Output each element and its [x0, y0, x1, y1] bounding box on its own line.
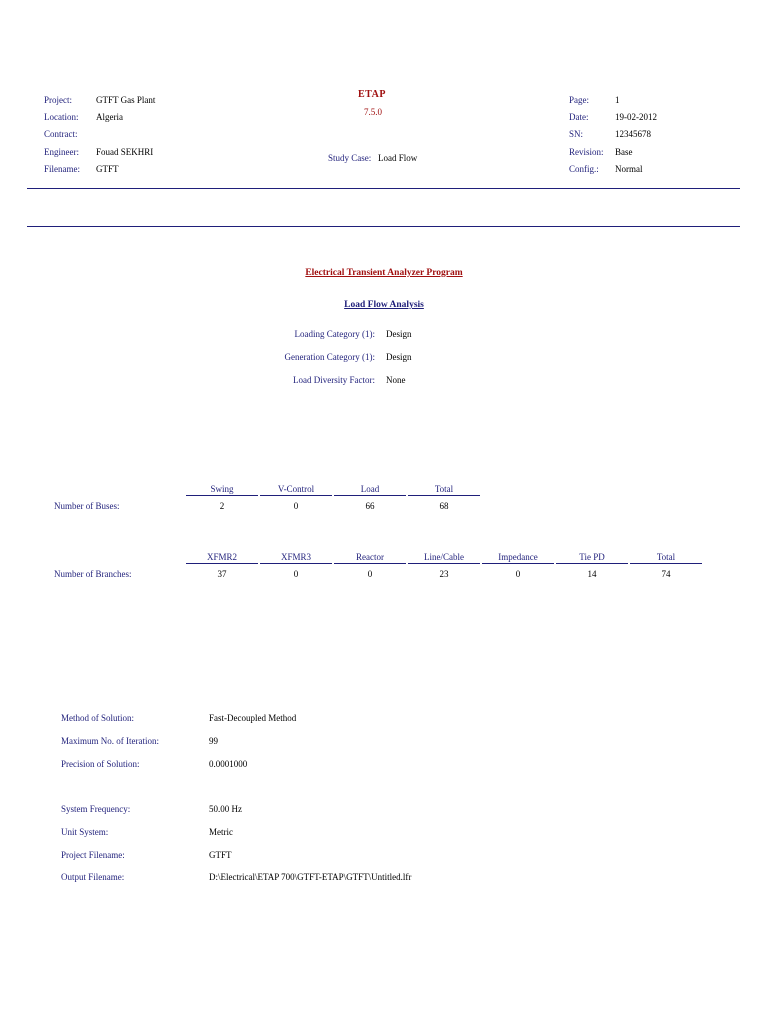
- header-divider-top: [27, 188, 740, 189]
- branches-value-linecable: 23: [439, 569, 449, 579]
- revision-value: Base: [615, 147, 633, 157]
- header-divider-bottom: [27, 226, 740, 227]
- branches-value-xfmr2: 37: [217, 569, 227, 579]
- branches-header-xfmr2: XFMR2: [186, 552, 258, 564]
- program-title: Electrical Transient Analyzer Program: [305, 268, 463, 278]
- branches-header-xfmr3: XFMR3: [260, 552, 332, 564]
- branches-value-tiepd: 14: [587, 569, 597, 579]
- config-label: Config.:: [569, 164, 599, 174]
- method-of-solution-label: Method of Solution:: [61, 713, 135, 723]
- buses-header-vcontrol: V-Control: [260, 484, 332, 496]
- branches-header-reactor: Reactor: [334, 552, 406, 564]
- loading-category-label: Loading Category (1):: [294, 329, 375, 339]
- buses-header-load: Load: [334, 484, 406, 496]
- filename-value: GTFT: [96, 164, 119, 174]
- branches-value-xfmr3: 0: [293, 569, 299, 579]
- branches-row-label: Number of Branches:: [54, 569, 132, 579]
- precision-label: Precision of Solution:: [61, 759, 140, 769]
- system-frequency-label: System Frequency:: [61, 804, 131, 814]
- revision-label: Revision:: [569, 147, 604, 157]
- branches-header-linecable: Line/Cable: [408, 552, 480, 564]
- branches-header-impedance: Impedance: [482, 552, 554, 564]
- branches-value-total: 74: [661, 569, 671, 579]
- loading-category-value: Design: [386, 329, 412, 339]
- sn-label: SN:: [569, 129, 584, 139]
- buses-value-vcontrol: 0: [293, 501, 299, 511]
- date-label: Date:: [569, 112, 589, 122]
- engineer-label: Engineer:: [44, 147, 79, 157]
- filename-label: Filename:: [44, 164, 80, 174]
- max-iteration-label: Maximum No. of Iteration:: [61, 736, 159, 746]
- unit-system-label: Unit System:: [61, 827, 109, 837]
- buses-header-total: Total: [408, 484, 480, 496]
- output-filename-label: Output Filename:: [61, 872, 125, 882]
- project-value: GTFT Gas Plant: [96, 95, 156, 105]
- branches-value-reactor: 0: [367, 569, 373, 579]
- config-value: Normal: [615, 164, 643, 174]
- branches-header-total: Total: [630, 552, 702, 564]
- generation-category-value: Design: [386, 352, 412, 362]
- project-filename-label: Project Filename:: [61, 850, 125, 860]
- page-value: 1: [615, 95, 620, 105]
- app-name: ETAP: [358, 89, 386, 100]
- max-iteration-value: 99: [209, 736, 218, 746]
- precision-value: 0.0001000: [209, 759, 248, 769]
- output-filename-value: D:\Electrical\ETAP 700\GTFT-ETAP\GTFT\Untitled.lfr: [209, 872, 412, 882]
- project-filename-value: GTFT: [209, 850, 232, 860]
- project-label: Project:: [44, 95, 72, 105]
- engineer-value: Fouad SEKHRI: [96, 147, 154, 157]
- study-case-label: Study Case:: [328, 153, 372, 163]
- buses-value-total: 68: [439, 501, 449, 511]
- generation-category-label: Generation Category (1):: [284, 352, 375, 362]
- location-label: Location:: [44, 112, 79, 122]
- sn-value: 12345678: [615, 129, 651, 139]
- app-version: 7.5.0: [364, 107, 382, 117]
- load-diversity-factor-label: Load Diversity Factor:: [293, 375, 375, 385]
- study-case-value: Load Flow: [378, 153, 418, 163]
- branches-header-tiepd: Tie PD: [556, 552, 628, 564]
- buses-value-swing: 2: [219, 501, 225, 511]
- date-value: 19-02-2012: [615, 112, 657, 122]
- unit-system-value: Metric: [209, 827, 233, 837]
- method-of-solution-value: Fast-Decoupled Method: [209, 713, 297, 723]
- load-diversity-factor-value: None: [386, 375, 406, 385]
- branches-value-impedance: 0: [515, 569, 521, 579]
- page-label: Page:: [569, 95, 589, 105]
- buses-value-load: 66: [365, 501, 375, 511]
- contract-label: Contract:: [44, 129, 78, 139]
- analysis-title: Load Flow Analysis: [344, 300, 424, 310]
- system-frequency-value: 50.00 Hz: [209, 804, 242, 814]
- location-value: Algeria: [96, 112, 123, 122]
- buses-row-label: Number of Buses:: [54, 501, 120, 511]
- buses-header-swing: Swing: [186, 484, 258, 496]
